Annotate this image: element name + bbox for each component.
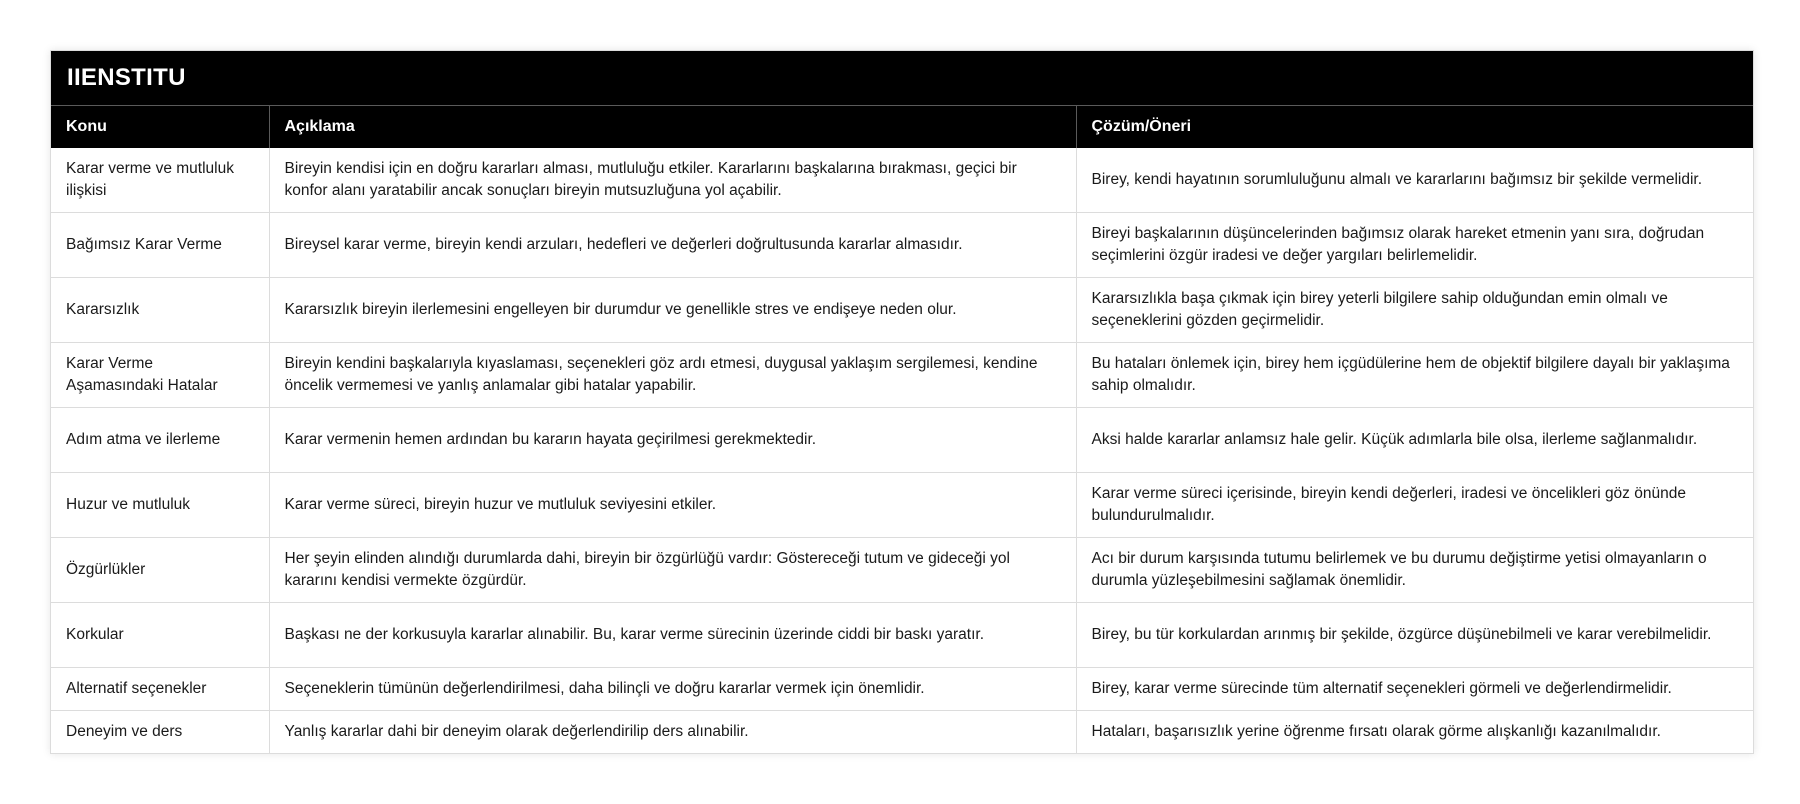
header-row [51, 106, 1753, 148]
cell-konu: Deneyim ve ders [51, 711, 269, 754]
table-row [51, 473, 1753, 538]
table-row [51, 668, 1753, 711]
cell-aciklama: Karar vermenin hemen ardından bu kararın hayata geçirilmesi gerekmektedir. [269, 408, 1076, 473]
data-table [51, 106, 1753, 753]
cell-cozum: Bireyi başkalarının düşüncelerinden bağımsız olarak hareket etmenin yanı sıra, doğrudan seçimlerini özgür iradesi ve değer yargıları belirlemelidir. [1076, 213, 1753, 278]
table-card [50, 50, 1754, 754]
cell-aciklama: Seçeneklerin tümünün değerlendirilmesi, daha bilinçli ve doğru kararlar vermek için önemlidir. [269, 668, 1076, 711]
cell-cozum: Aksi halde kararlar anlamsız hale gelir. Küçük adımlarla bile olsa, ilerleme sağlanmalıdır. [1076, 408, 1753, 473]
cell-konu: Adım atma ve ilerleme [51, 408, 269, 473]
table-row [51, 603, 1753, 668]
cell-aciklama: Bireysel karar verme, bireyin kendi arzuları, hedefleri ve değerleri doğrultusunda kararlar almasıdır. [269, 213, 1076, 278]
cell-cozum: Hataları, başarısızlık yerine öğrenme fırsatı olarak görme alışkanlığı kazanılmalıdır. [1091, 723, 1661, 740]
cell-konu: Özgürlükler [51, 538, 269, 603]
cell-cozum: Karar verme süreci içerisinde, bireyin kendi değerleri, iradesi ve öncelikleri göz önünde bulundurulmalıdır. [1076, 473, 1753, 538]
cell-aciklama: Yanlış kararlar dahi bir deneyim olarak değerlendirilip ders alınabilir. [269, 711, 1076, 754]
cell-cozum: Kararsızlıkla başa çıkmak için birey yeterli bilgilere sahip olduğundan emin olmalı ve seçeneklerini gözden geçirmelidir. [1076, 278, 1753, 343]
table-row [51, 278, 1753, 343]
column-header-aciklama: Açıklama [269, 106, 1076, 148]
cell-konu: Karar Verme Aşamasındaki Hatalar [51, 343, 269, 408]
table-row [51, 711, 1753, 754]
cell-konu: Korkular [51, 603, 269, 668]
table-row [51, 408, 1753, 473]
cell-konu: Huzur ve mutluluk [51, 473, 269, 538]
cell-cozum: Acı bir durum karşısında tutumu belirlemek ve bu durumu değiştirme yetisi olmayanların o durumla yüzleşebilmesini sağlamak önemlidir. [1076, 538, 1753, 603]
cell-cozum: Birey, karar verme sürecinde tüm alternatif seçenekleri görmeli ve değerlendirmelidir. [1076, 668, 1753, 711]
table-row [51, 538, 1753, 603]
cell-konu: Kararsızlık [51, 278, 269, 343]
cell-konu: Karar verme ve mutluluk ilişkisi [51, 148, 269, 213]
cell-aciklama: Karar verme süreci, bireyin huzur ve mutluluk seviyesini etkiler. [269, 473, 1076, 538]
table-row [51, 213, 1753, 278]
table-row [51, 343, 1753, 408]
cell-cozum: Birey, kendi hayatının sorumluluğunu almalı ve kararlarını bağımsız bir şekilde vermelidir. [1076, 148, 1753, 213]
cell-cozum: Birey, bu tür korkulardan arınmış bir şekilde, özgürce düşünebilmeli ve karar verebilmelidir. [1076, 603, 1753, 668]
cell-cozum: Bu hataları önlemek için, birey hem içgüdülerine hem de objektif bilgilere dayalı bir yaklaşıma sahip olmalıdır. [1076, 343, 1753, 408]
column-header-konu: Konu [51, 106, 269, 148]
cell-aciklama: Başkası ne der korkusuyla kararlar alınabilir. Bu, karar verme sürecinin üzerinde ciddi bir baskı yaratır. [269, 603, 1076, 668]
cell-konu: Alternatif seçenekler [51, 668, 269, 711]
cell-aciklama: Bireyin kendisi için en doğru kararları alması, mutluluğu etkiler. Kararlarını başkalarına bırakması, geçici bir konfor alanı yaratabilir ancak sonuçları bireyin mutsuzluğuna yol açabilir. [269, 148, 1076, 213]
cell-aciklama: Bireyin kendini başkalarıyla kıyaslaması, seçenekleri göz ardı etmesi, duygusal yaklaşım sergilemesi, kendine öncelik vermemesi ve yanlış anlamalar gibi hatalar yapabilir. [269, 343, 1076, 408]
cell-konu: Bağımsız Karar Verme [51, 213, 269, 278]
cell-aciklama: Kararsızlık bireyin ilerlemesini engelleyen bir durumdur ve genellikle stres ve endişeye neden olur. [269, 278, 1076, 343]
brand-title: IIENSTITU [51, 51, 1753, 106]
column-header-cozum-oneri: Çözüm/Öneri [1076, 106, 1753, 148]
cell-aciklama: Her şeyin elinden alındığı durumlarda dahi, bireyin bir özgürlüğü vardır: Göstereceği tutum ve gideceği yol kararını kendisi vermekte özgürdür. [269, 538, 1076, 603]
table-row [51, 148, 1753, 213]
